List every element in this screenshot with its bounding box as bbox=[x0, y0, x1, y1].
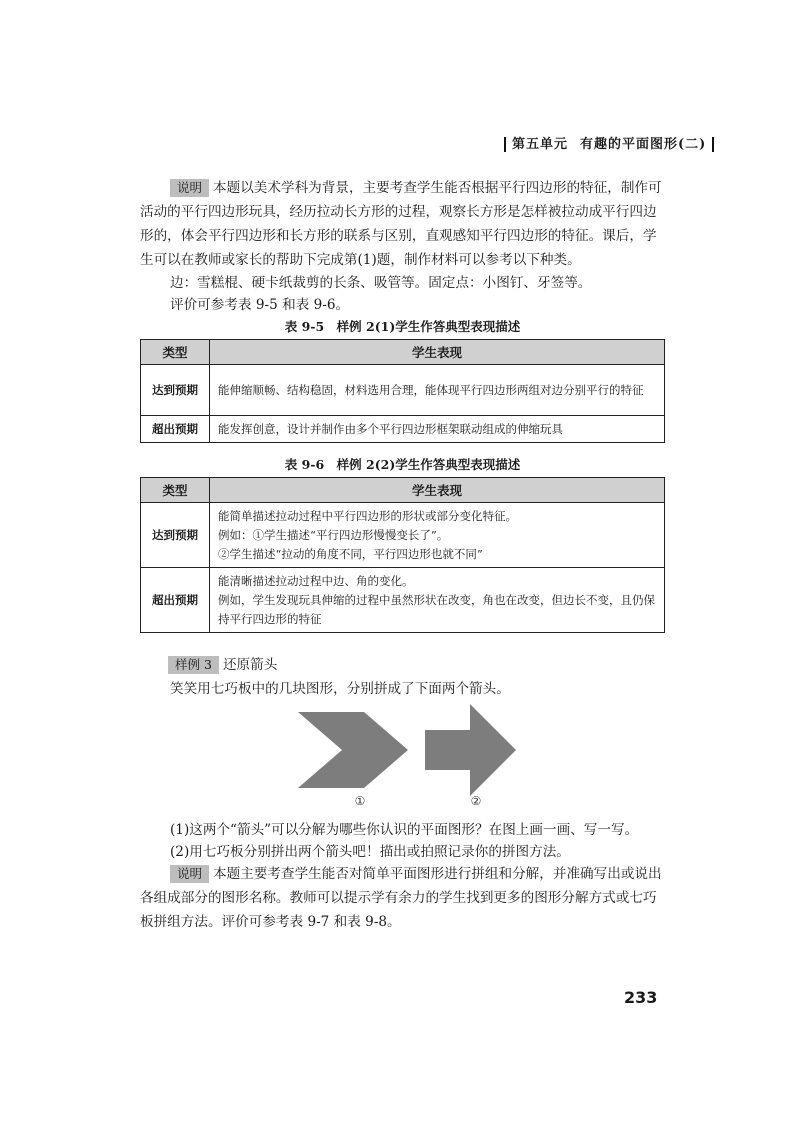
table-row bbox=[141, 568, 665, 633]
row-performance: 能伸缩顺畅、结构稳固，材料选用合理，能体现平行四边形两组对边分别平行的特征 bbox=[210, 365, 665, 416]
performance-line: 例如，学生发现玩具伸缩的过程中虽然形状在改变，角也在改变，但边长不变，且仍保持平行四边形的特征 bbox=[218, 592, 655, 626]
table-row bbox=[141, 365, 665, 416]
row-type: 达到预期 bbox=[141, 365, 210, 416]
performance-line: 例如：①学生描述“平行四边形慢慢变长了”。 bbox=[218, 527, 449, 542]
table-9-5 bbox=[140, 339, 665, 443]
table-caption: 表 9-6 样例 2(2)学生作答典型表现描述 bbox=[284, 457, 521, 472]
table-header-row bbox=[141, 478, 665, 503]
chevron-arrow-shape bbox=[298, 712, 408, 788]
table-row bbox=[141, 503, 665, 568]
row-performance: 能发挥创意，设计并制作由多个平行四边形框架联动组成的伸缩玩具 bbox=[210, 416, 665, 443]
note-text: 本题主要考查学生能否对简单平面图形进行拼组和分解，并准确写出或说出各组成部分的图形名称。教师可以提示学有余力的学生找到更多的图形分解方式或七巧板拼组方法。评价可参考表 9-7 和表 9-8。 bbox=[140, 866, 662, 930]
column-header-type: 类型 bbox=[141, 478, 210, 503]
row-performance bbox=[210, 503, 665, 568]
header-divider-right bbox=[712, 137, 714, 152]
page-number: 233 bbox=[624, 988, 658, 1007]
row-type: 超出预期 bbox=[141, 568, 210, 633]
note-text: 本题以美术学科为背景，主要考查学生能否根据平行四边形的特征，制作可活动的平行四边形玩具，经历拉动长方形的过程，观察长方形是怎样被拉动成平行四边形的，体会平行四边形和长方形的联系与区别，直观感知平行四边形的特征。课后，学生可以在教师或家长的帮助下完成第(1)题，制作材料可以参考以下种类。 bbox=[140, 180, 662, 268]
note-paragraph-2 bbox=[140, 862, 665, 934]
arrow-figure bbox=[290, 700, 522, 810]
running-header bbox=[498, 133, 720, 152]
question-1: (1)这两个“箭头”可以分解为哪些你认识的平面图形？在图上画一画、写一写。 bbox=[170, 822, 639, 838]
example-intro: 笑笑用七巧板中的几块图形，分别拼成了下面两个箭头。 bbox=[170, 681, 510, 697]
performance-line: 能简单描述拉动过程中平行四边形的形状或部分变化特征。 bbox=[218, 508, 517, 523]
figure-label-2: ② bbox=[470, 794, 482, 808]
row-type: 达到预期 bbox=[141, 503, 210, 568]
row-type: 超出预期 bbox=[141, 416, 210, 443]
row-performance bbox=[210, 568, 665, 633]
note-tag: 说明 bbox=[170, 179, 209, 197]
header-divider-left bbox=[504, 137, 506, 152]
column-header-performance: 学生表现 bbox=[210, 478, 665, 503]
example-tag: 样例 3 bbox=[168, 656, 219, 674]
example-title: 还原箭头 bbox=[222, 657, 278, 673]
note-paragraph-1 bbox=[140, 176, 665, 272]
table-header-row bbox=[141, 340, 665, 365]
column-header-performance: 学生表现 bbox=[210, 340, 665, 365]
performance-line: 能清晰描述拉动过程中边、角的变化。 bbox=[218, 573, 414, 588]
table-9-6 bbox=[140, 477, 665, 633]
column-header-type: 类型 bbox=[141, 340, 210, 365]
materials-line: 边：雪糕棍、硬卡纸裁剪的长条、吸管等。固定点：小图钉、牙签等。 bbox=[170, 275, 592, 291]
block-arrow-shape bbox=[425, 704, 516, 796]
example-heading bbox=[168, 653, 277, 674]
table-caption: 表 9-5 样例 2(1)学生作答典型表现描述 bbox=[284, 319, 521, 334]
figure-label-1: ① bbox=[354, 794, 366, 808]
evaluation-line: 评价可参考表 9-5 和表 9-6。 bbox=[170, 297, 350, 313]
header-title: 有趣的平面图形(二) bbox=[580, 137, 707, 152]
note-tag: 说明 bbox=[170, 865, 209, 883]
header-unit: 第五单元 bbox=[512, 137, 569, 152]
performance-line: ②学生描述“拉动的角度不同，平行四边形也就不同” bbox=[218, 546, 483, 561]
table-row bbox=[141, 416, 665, 443]
question-2: (2)用七巧板分别拼出两个箭头吧！描出或拍照记录你的拼图方法。 bbox=[170, 844, 570, 860]
